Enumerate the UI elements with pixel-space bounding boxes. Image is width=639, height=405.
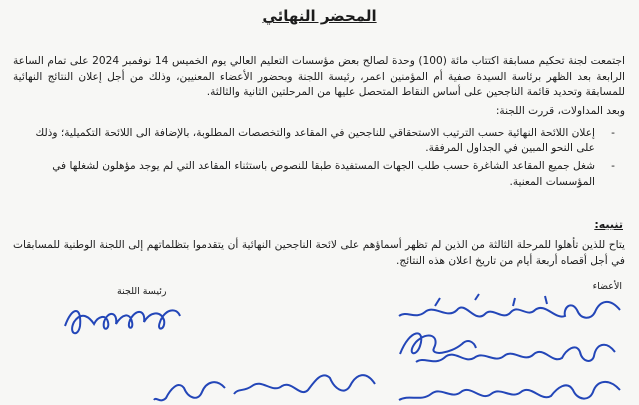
decision-item: - شغل جميع المقاعد الشاغرة حسب طلب الجهات المستفيدة طبقا للنصوص باستثناء المقاعد التي لم يوجد مؤهلون لشغلها في المؤسسات المعنية. (27, 159, 617, 189)
decision-item: - إعلان اللائحة النهائية حسب الترتيب الاستحقاقي للناجحين في المقاعد والتخصصات المطلوبة، بالإضافة الى اللائحة التكميلية؛ وذلك على النحو المبين في الجداول المرفقة. (27, 126, 617, 156)
member-signature-4 (230, 364, 380, 405)
note-heading: تنبيه: (594, 218, 623, 231)
president-signature (60, 296, 190, 346)
members-label: الأعضاء (592, 281, 622, 292)
decisions-list (27, 126, 617, 193)
intro-paragraph: اجتمعت لجنة تحكيم مسابقة اكتتاب مائة (100) وحدة لصالح بعض مؤسسات التعليم العالي يوم الخميس 14 نوفمبر 2024 على تمام الساعة الرابعة بعد الظهر برئاسة السيدة صفية أم المؤمنين اعمر، رئيسة اللجنة وبحضور الأعضاء المعنيين، وذلك من أجل إعلان النتائج النهائية للمسابقة وتحديد قائمة الناجحين على أساس النقاط المتحصل عليها من المرحلتين الثانية والثالثة. (13, 55, 625, 99)
member-signature-5 (395, 372, 625, 405)
member-signature-1 (395, 290, 625, 328)
note-paragraph: يتاح للذين تأهلوا للمرحلة الثالثة من الذين لم تظهر أسماؤهم على لائحة الناجحين النهائية أن يتقدموا بتظلماتهم إلى اللجنة الوطنية للمسابقات في أجل أقصاه أربعة أيام من تاريخ اعلان هذه النتائج. (13, 239, 625, 267)
member-signature-6 (150, 374, 230, 405)
president-label: رئيسة اللجنة (117, 286, 167, 297)
member-signature-3 (410, 336, 620, 370)
document-title: المحضر النهائي (262, 7, 377, 25)
deliberations-line: وبعد المداولات، قررت اللجنة: (495, 105, 625, 117)
